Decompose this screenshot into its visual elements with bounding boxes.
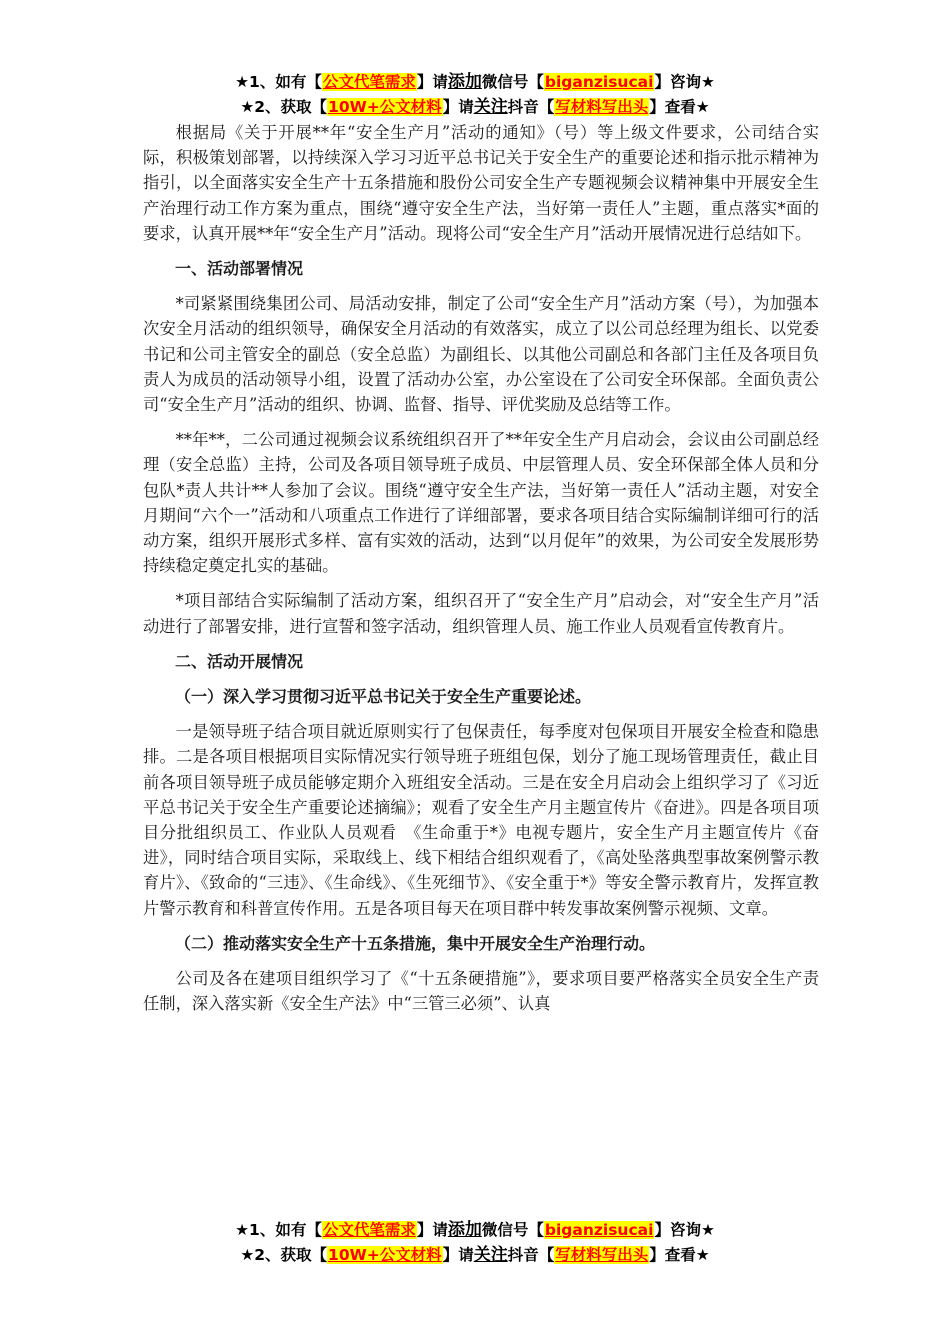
section-heading-2: 二、活动开展情况 [175, 651, 304, 671]
document-body [143, 120, 819, 1016]
body-paragraph: *项目部结合实际编制了活动方案，组织召开了“安全生产月”启动会，对“安全生产月”活动进行了部署安排，进行宣誓和签字活动，组织管理人员、施工作业人员观看宣传教育片。 [143, 591, 819, 636]
subsection-heading-2: （二）推动落实安全生产十五条措施，集中开展安全生产治理行动。 [175, 933, 656, 953]
body-paragraph: *司紧紧围绕集团公司、局活动安排，制定了公司“安全生产月”活动方案（号），为加强本次安全月活动的组织领导，确保安全月活动的有效落实，成立了以公司总经理为组长、以党委书记和公司主管安全的副总（安全总监）为副组长、以其他公司副总和各部门主任及各项目负责人为成员的活动领导小组，设置了活动办公室，办公室设在了公司安全环保部。全面负责公司“安全生产月”活动的组织、协调、监督、指导、评优奖励及总结等工作。 [143, 294, 819, 415]
body-paragraph: **年**，二公司通过视频会议系统组织召开了**年安全生产月启动会，会议由公司副总经理（安全总监）主持，公司及各项目领导班子成员、中层管理人员、安全环保部全体人员和分包队*责人共计**人参加了会议。围绕“遵守安全生产法，当好第一责任人”活动主题，对安全月期间“六个一”活动和八项重点工作进行了详细部署，要求各项目结合实际编制详细可行的活动方案，组织开展形式多样、富有实效的活动，达到“以月促年”的效果，为公司安全发展形势持续稳定奠定扎实的基础。 [143, 430, 819, 576]
subsection-heading-1: （一）深入学习贯彻习近平总书记关于安全生产重要论述。 [175, 687, 592, 707]
douyin-id: 写材料写出头 [555, 98, 649, 116]
promo-line-2: ★2、获取【10W+公文材料】请关注抖音【写材料写出头】查看★ [240, 97, 710, 117]
highlight-text: 10W+公文材料 [328, 1246, 442, 1264]
wechat-id: biganzisucai [544, 1221, 654, 1239]
highlight-text: 10W+公文材料 [328, 98, 442, 116]
body-paragraph: 公司及各在建项目组织学习了《“十五条硬措施”》，要求项目要严格落实全员安全生产责任制，深入落实新《安全生产法》中“三管三必须”、认真 [143, 969, 819, 1014]
highlight-text: 公文代笔需求 [322, 73, 416, 91]
promo-banner-bottom [0, 1218, 950, 1268]
douyin-id: 写材料写出头 [555, 1246, 649, 1264]
intro-paragraph: 根据局《关于开展**年“安全生产月”活动的通知》（号）等上级文件要求，公司结合实际，积极策划部署，以持续深入学习习近平总书记关于安全生产的重要论述和指示批示精神为指引，以全面落实安全生产十五条措施和股份公司安全生产专题视频会议精神集中开展安全生产治理行动工作方案为重点，围绕“遵守安全生产法，当好第一责任人”主题，重点落实*面的要求，认真开展**年“安全生产月”活动。现将公司“安全生产月”活动开展情况进行总结如下。 [143, 123, 819, 243]
highlight-text: 公文代笔需求 [322, 1221, 416, 1239]
promo-line-2: ★2、获取【10W+公文材料】请关注抖音【写材料写出头】查看★ [240, 1245, 710, 1265]
promo-banner-top [0, 70, 950, 120]
promo-line-1: ★1、如有【公文代笔需求】请添加微信号【biganzisucai】咨询★ [235, 72, 715, 92]
wechat-id: biganzisucai [544, 73, 654, 91]
body-paragraph: 一是领导班子结合项目就近原则实行了包保责任，每季度对包保项目开展安全检查和隐患排。二是各项目根据项目实际情况实行领导班子班组包保，划分了施工现场管理责任，截止目前各项目领导班子成员能够定期介入班组安全活动。三是在安全月启动会上组织学习了《习近平总书记关于安全生产重要论述摘编》；观看了安全生产月主题宣传片《奋进》。四是各项目项目分批组织员工、作业队人员观看 《生命重于*》电视专题片，安全生产月主题宣传片《奋进》，同时结合项目实际，采取线上、线下相结合组织观看了，《高处坠落典型事故案例警示教育片》、《致命的“三违》、《生命线》、《生死细节》、《安全重于*》等安全警示教育片，发挥宣教片警示教育和科普宣传作用。五是各项目每天在项目群中转发事故案例警示视频、文章。 [143, 722, 819, 918]
section-heading-1: 一、活动部署情况 [175, 259, 304, 279]
promo-line-1: ★1、如有【公文代笔需求】请添加微信号【biganzisucai】咨询★ [235, 1220, 715, 1240]
